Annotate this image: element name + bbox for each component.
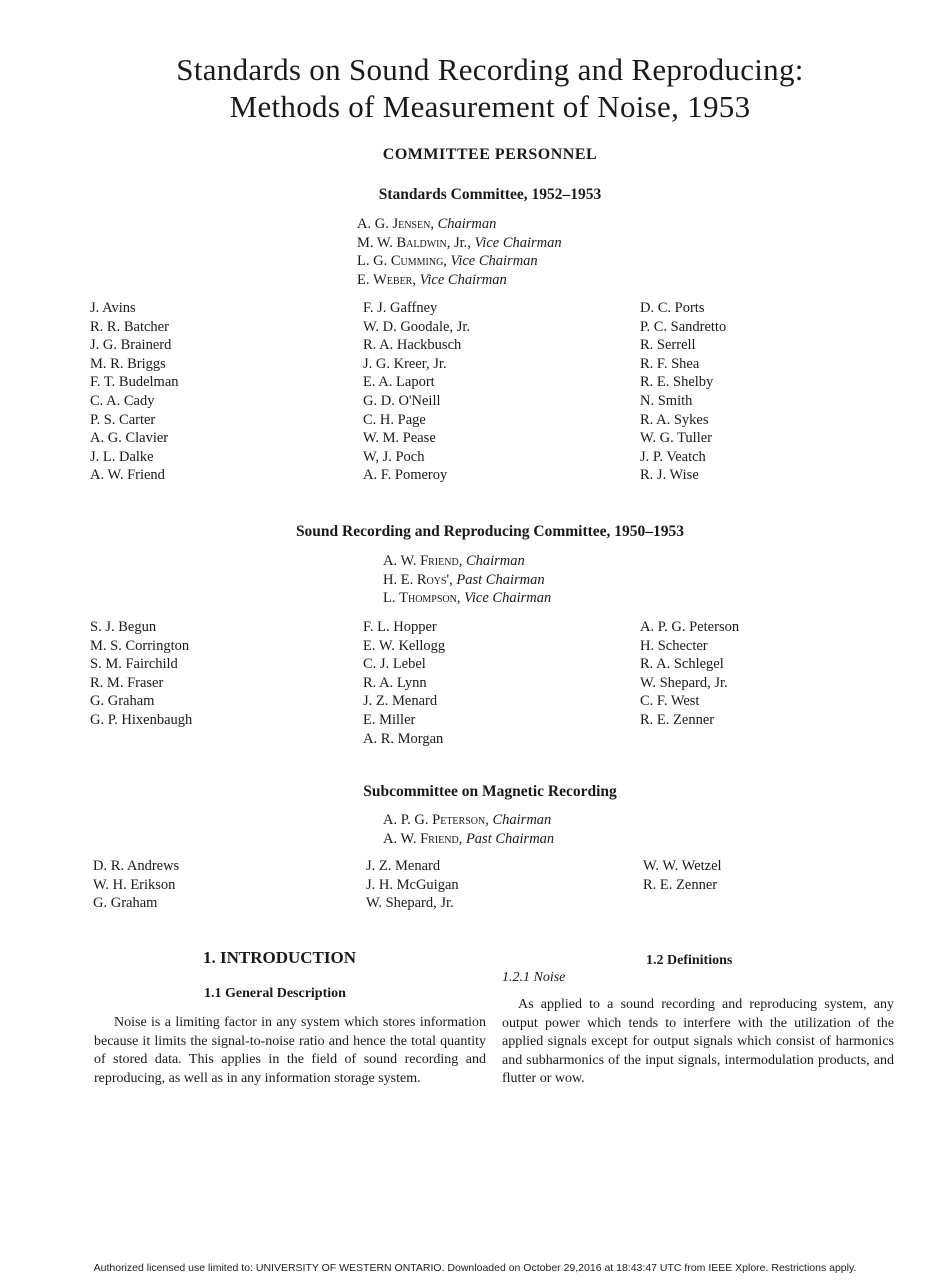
member-name: P. C. Sandretto: [640, 318, 727, 335]
officer-surname: Jensen: [392, 216, 431, 232]
subcommittee-members-col2: [366, 857, 459, 913]
officer-role: Vice Chairman: [450, 253, 538, 269]
member-name: W, J. Poch: [363, 448, 425, 465]
officer-initials: L. G.: [357, 253, 391, 269]
member-name: A. P. G. Peterson: [640, 619, 740, 635]
member-name: W. G. Tuller: [640, 430, 712, 447]
general-description-paragraph: Noise is a limiting factor in any system which stores information because it limits the signal-to-noise ratio and hence the total quantity of stored data. This applies in the field of sound recording and reproducing, as well as in any information storage system.: [94, 1015, 486, 1086]
sound-committee-members-col2: [363, 618, 445, 748]
officer-initials: A. W.: [383, 830, 421, 847]
member-name: R. A. Sykes: [640, 411, 709, 428]
subcommittee-officers: [383, 811, 554, 848]
member-name: W. W. Wetzel: [643, 858, 722, 874]
member-name: J. Z. Menard: [363, 693, 438, 710]
member-name: G. P. Hixenbaugh: [90, 711, 193, 728]
member-name: D. R. Andrews: [93, 858, 180, 874]
officer-line: [357, 215, 562, 234]
officer-surname: Friend: [420, 553, 459, 569]
officer-line: [357, 252, 562, 271]
member-name: R. F. Shea: [640, 355, 700, 372]
member-name: R. J. Wise: [640, 467, 699, 484]
officer-role: Vice Chairman: [464, 590, 552, 606]
officer-line: [383, 830, 554, 849]
member-name: R. E. Zenner: [640, 711, 715, 728]
officer-role: Vice Chairman: [419, 271, 507, 288]
officer-role: Vice Chairman: [474, 234, 562, 251]
member-name: M. S. Corrington: [90, 637, 190, 654]
member-name: S. J. Begun: [90, 619, 157, 635]
member-name: S. M. Fairchild: [90, 656, 178, 673]
member-name: R. A. Hackbusch: [363, 337, 462, 354]
member-name: R. E. Shelby: [640, 374, 714, 391]
officer-initials: A. P. G.: [383, 812, 433, 828]
member-name: E. A. Laport: [363, 374, 435, 391]
member-name: C. F. West: [640, 693, 700, 710]
member-name: W. H. Erikson: [93, 876, 176, 893]
officer-line: [383, 571, 551, 590]
member-name: W. Shepard, Jr.: [640, 674, 728, 691]
committee-personnel-heading: COMMITTEE PERSONNEL: [382, 146, 598, 163]
member-name: P. S. Carter: [90, 411, 156, 428]
officer-initials: A. W.: [383, 553, 421, 569]
member-name: W. M. Pease: [363, 430, 436, 447]
member-name: E. W. Kellogg: [363, 637, 446, 654]
member-name: J. L. Dalke: [90, 448, 154, 465]
standards-committee-members-col3: [640, 299, 726, 485]
officer-suffix: ,: [443, 253, 451, 269]
standards-committee-members-col1: [90, 299, 179, 485]
member-name: J. G. Kreer, Jr.: [363, 355, 447, 372]
member-name: A. F. Pomeroy: [363, 467, 448, 484]
officer-role: Chairman: [465, 553, 525, 569]
officer-suffix: ',: [446, 571, 457, 588]
officer-initials: M. W.: [357, 234, 397, 251]
subcommittee-heading: Subcommittee on Magnetic Recording: [363, 783, 617, 800]
member-name: F. L. Hopper: [363, 619, 437, 635]
member-name: H. Schecter: [640, 637, 708, 654]
member-name: G. D. O'Neill: [363, 392, 441, 409]
officer-line: [357, 271, 562, 290]
member-name: R. A. Schlegel: [640, 656, 724, 673]
officer-initials: A. G.: [357, 216, 393, 232]
subcommittee-members-col3: [643, 857, 722, 894]
member-name: C. A. Cady: [90, 392, 155, 409]
member-name: A. R. Morgan: [363, 730, 444, 747]
standards-committee-members-col2: [363, 299, 470, 485]
officer-line: [383, 589, 551, 608]
officer-line: [357, 234, 562, 253]
officer-surname: Peterson: [432, 812, 486, 828]
member-name: M. R. Briggs: [90, 355, 166, 372]
standards-committee-heading: Standards Committee, 1952–1953: [378, 186, 602, 203]
member-name: W. D. Goodale, Jr.: [363, 318, 470, 335]
standards-committee-officers: [357, 215, 562, 289]
officer-line: [383, 811, 554, 830]
subcommittee-members-col1: [93, 857, 179, 913]
member-name: G. Graham: [90, 693, 155, 710]
member-name: C. J. Lebel: [363, 656, 426, 673]
officer-role: Past Chairman: [465, 830, 555, 847]
officer-role: Chairman: [437, 216, 497, 232]
noise-definition-paragraph: As applied to a sound recording and reproducing system, any output power which tends to interfere with the utilization of the applied signals except for output signals which consist of harmonics and subharmonics of the input signals, intermodulation products, and flutter or wow.: [502, 997, 894, 1086]
member-name: C. H. Page: [363, 411, 426, 428]
member-name: J. P. Veatch: [640, 448, 706, 465]
officer-surname: Weber: [373, 271, 413, 288]
member-name: F. J. Gaffney: [363, 300, 438, 316]
member-name: G. Graham: [93, 895, 158, 912]
officer-suffix: ,: [458, 830, 466, 847]
officer-suffix: ,: [430, 216, 438, 232]
officer-initials: H. E.: [383, 571, 417, 588]
sound-committee-members-col1: [90, 618, 192, 730]
noise-subheading: 1.2.1 Noise: [502, 970, 566, 985]
sound-committee-heading: Sound Recording and Reproducing Committee, 1950–1953: [295, 523, 685, 540]
member-name: N. Smith: [640, 392, 693, 409]
officer-surname: Cumming: [390, 253, 444, 269]
title-line-1: Standards on Sound Recording and Reproducing:: [176, 52, 804, 87]
officer-initials: E.: [357, 271, 374, 288]
officer-suffix: ,: [485, 812, 493, 828]
officer-surname: Baldwin: [396, 234, 447, 251]
license-footer: Authorized licensed use limited to: UNIVERSITY OF WESTERN ONTARIO. Downloaded on October 29,2016 at 18:43:47 UTC from IEEE Xplore. Restrictions apply.: [93, 1262, 857, 1274]
member-name: R. Serrell: [640, 337, 696, 354]
member-name: R. E. Zenner: [643, 876, 718, 893]
member-name: D. C. Ports: [640, 300, 705, 316]
officer-surname: Thompson: [399, 590, 457, 606]
officer-surname: Roys: [416, 571, 447, 588]
officer-suffix: ,: [458, 553, 466, 569]
sound-committee-members-col3: [640, 618, 739, 730]
officer-role: Chairman: [492, 812, 552, 828]
general-description-heading: 1.1 General Description: [204, 986, 346, 1001]
officer-initials: L.: [383, 590, 400, 606]
member-name: R. R. Batcher: [90, 318, 169, 335]
officer-line: [383, 552, 551, 571]
officer-suffix: ,: [412, 271, 420, 288]
member-name: J. H. McGuigan: [366, 876, 459, 893]
member-name: F. T. Budelman: [90, 374, 179, 391]
officer-role: Past Chairman: [456, 571, 545, 588]
officer-suffix: , Jr.,: [446, 234, 475, 251]
member-name: R. M. Fraser: [90, 674, 164, 691]
member-name: R. A. Lynn: [363, 674, 427, 691]
member-name: E. Miller: [363, 711, 416, 728]
member-name: W. Shepard, Jr.: [366, 895, 454, 912]
member-name: A. W. Friend: [90, 467, 165, 484]
introduction-heading: 1. INTRODUCTION: [203, 948, 357, 967]
officer-surname: Friend: [420, 830, 459, 847]
member-name: J. G. Brainerd: [90, 337, 172, 354]
sound-committee-officers: [383, 552, 551, 608]
title-line-2: Methods of Measurement of Noise, 1953: [229, 89, 751, 124]
member-name: A. G. Clavier: [90, 430, 169, 447]
member-name: J. Z. Menard: [366, 858, 441, 874]
officer-suffix: ,: [456, 590, 465, 606]
member-name: J. Avins: [90, 300, 136, 316]
definitions-heading: 1.2 Definitions: [646, 953, 733, 968]
